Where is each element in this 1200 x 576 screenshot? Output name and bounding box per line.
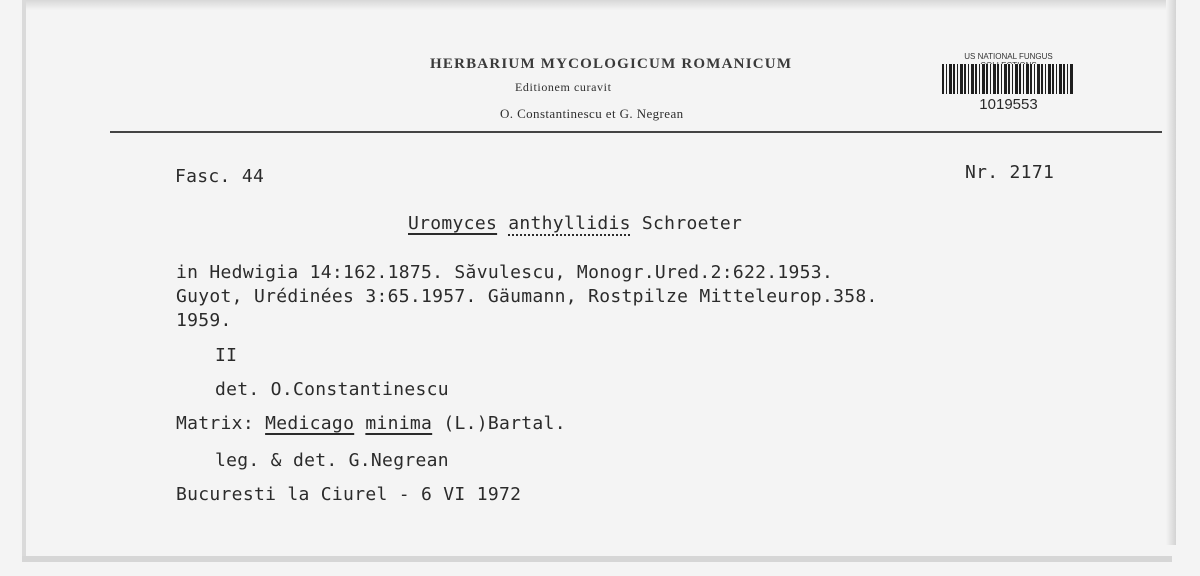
taxon-genus: Uromyces — [408, 213, 498, 234]
fascicle-number: Fasc. 44 — [175, 166, 265, 187]
citation-line: in Hedwigia 14:162.1875. Săvulescu, Monogr.Ured.2:622.1953. — [176, 262, 834, 283]
taxon-name — [408, 213, 742, 234]
citation-line: 1959. — [176, 310, 232, 331]
card-bottom-edge — [22, 556, 1172, 562]
card-top-shadow — [22, 0, 1172, 10]
exsiccata-number: Nr. 2171 — [965, 162, 1055, 183]
edited-by-line: Editionem curavit — [515, 80, 612, 94]
card-right-edge — [1166, 0, 1176, 545]
host-matrix — [176, 413, 566, 434]
barcode-number: 1019553 — [979, 96, 1038, 113]
editors-line: O. Constantinescu et G. Negrean — [500, 106, 684, 121]
herbarium-title: HERBARIUM MYCOLOGICUM ROMANICUM — [430, 56, 793, 72]
determiner: det. O.Constantinescu — [215, 379, 449, 400]
locality-date: Bucuresti la Ciurel - 6 VI 1972 — [176, 484, 522, 505]
collector: leg. & det. G.Negrean — [215, 450, 449, 471]
taxon-epithet: anthyllidis — [508, 213, 631, 234]
spore-stage: II — [215, 345, 238, 366]
host-genus: Medicago — [265, 413, 355, 434]
host-species: minima — [365, 413, 433, 434]
taxon-author: Schroeter — [641, 213, 743, 234]
matrix-prefix: Matrix: — [176, 413, 254, 434]
citation-line: Guyot, Urédinées 3:65.1957. Gäumann, Rostpilze Mitteleurop.358. — [176, 286, 878, 307]
host-author: (L.)Bartal. — [443, 413, 566, 434]
header-divider — [110, 131, 1162, 133]
barcode-icon — [942, 64, 1074, 94]
barcode-caption: US NATIONAL FUNGUS — [964, 52, 1053, 61]
specimen-barcode — [936, 52, 1081, 114]
card-left-edge — [22, 0, 26, 560]
